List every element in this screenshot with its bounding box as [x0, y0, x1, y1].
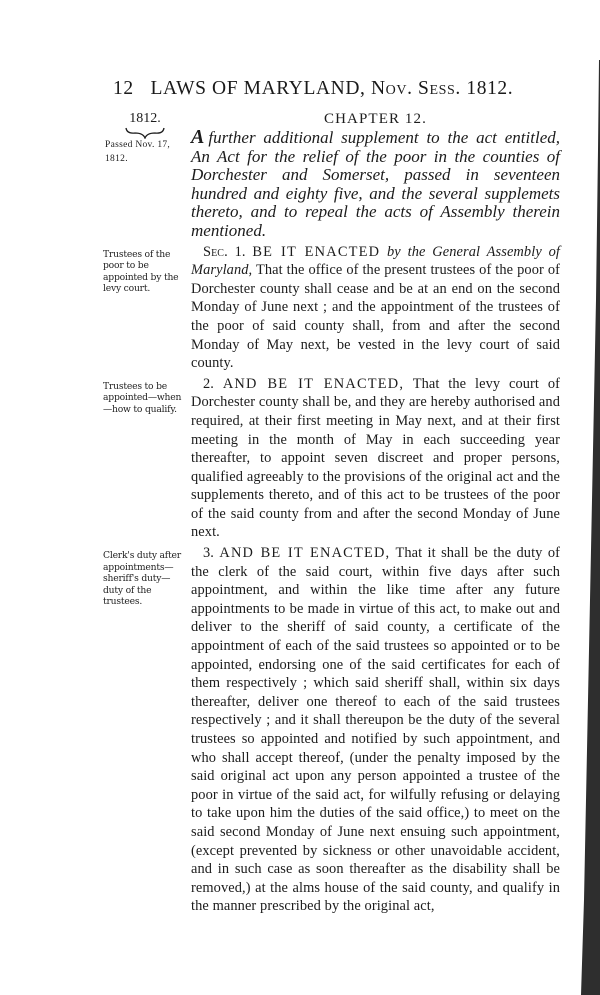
- enacting-authority: by the General Assembly of Maryland,: [191, 243, 560, 279]
- section-number: 2.: [203, 375, 214, 392]
- chapter-block: [103, 111, 560, 241]
- title-lead-letter: A: [191, 126, 205, 148]
- section-text: That it shall be the duty of the clerk of the said court, within five days after such appointment, and within the like time after any future appointments to be made in virtue of this act, to make out and deliver to the sheriff of said county, a certificate of the appointment of each of the said trustees so appointed or to be appointed, endorsing one of the said certificates for each of them respectively ; which said sheriff shall, within six days thereafter, deliver one thereof to each of the said trustees respectively ; and it shall thereupon be the duty of the several trustees so appointed and notified by such appointment, and who shall accept thereof, (under the penalty imposed by the said original act upon any person appointed a trustee of the poor in virtue of the said act, for wilfully refusing or delaying to take upon him the duties of the said office,) to meet on the said second Monday of June next ensuing such appointment, (except prevented by sickness or other unavoidable accident, and in such case as soon thereafter as the disability shall be removed,) at the alms house of the said county, and qualify in the manner prescribed by the original act,: [191, 545, 561, 915]
- chapter-title: [191, 128, 560, 241]
- section-3-row: [103, 544, 560, 916]
- enacting-clause: AND BE IT ENACTED,: [219, 545, 391, 562]
- section-2-row: [103, 375, 560, 542]
- margin-note-section-2: Trustees to be appointed—when—how to qualify.: [103, 380, 182, 415]
- margin-note-section-3: Clerk's duty after appointments—sheriff's duty—duty of the trustees.: [103, 550, 181, 608]
- running-title: LAWS OF MARYLAND,: [150, 78, 366, 99]
- chapter-heading: CHAPTER 12.: [324, 111, 427, 127]
- section-1: [191, 243, 560, 373]
- session-label: Nov. Sess. 1812.: [371, 78, 514, 99]
- section-number: Sec. 1.: [203, 243, 246, 260]
- section-number: 3.: [203, 545, 214, 562]
- section-text: That the office of the present trustees of the poor of Dorchester county shall cease and be at an end on the second Monday of June next ; and the appointment of the trustees of the poor of said county shall, from and after the second Monday of May next, be vested in the levy court of said county.: [191, 262, 561, 372]
- section-1-row: [103, 243, 560, 373]
- section-2: [191, 375, 560, 542]
- chapter-year: 1812.: [129, 111, 161, 126]
- enacting-clause: BE IT ENACTED: [252, 243, 381, 260]
- page-number: 12: [113, 78, 134, 99]
- margin-note-section-1: Trustees of the poor to be appointed by the levy court.: [103, 248, 179, 295]
- running-head: [113, 77, 560, 101]
- chapter-date-block: [103, 111, 187, 166]
- section-text: That the levy court of Dorchester county shall be, and they are hereby authorised and required, at their first meeting in May next, and at their first meeting in the month of May in each succeeding year thereafter, to appoint seven discreet and proper persons, qualified agreeably to the provisions of the original act and the supplements thereto, and of this act to be trustees of the poor of the said county from and after the second Monday of June next.: [191, 375, 561, 541]
- brace-icon: [125, 127, 165, 139]
- section-3: [191, 544, 560, 916]
- chapter-main: [191, 111, 560, 241]
- enacting-clause: AND BE IT ENACTED,: [222, 375, 405, 392]
- title-text: further additional supplement to the act entitled, An Act for the relief of the poor in the counties of Dorchester and Somerset, passed in seventeen hundred and eighty five, and the several supplemets thereto, and to repeal the acts of Assembly therein mentioned.: [191, 128, 560, 240]
- passed-date: Passed Nov. 17, 1812.: [105, 140, 171, 164]
